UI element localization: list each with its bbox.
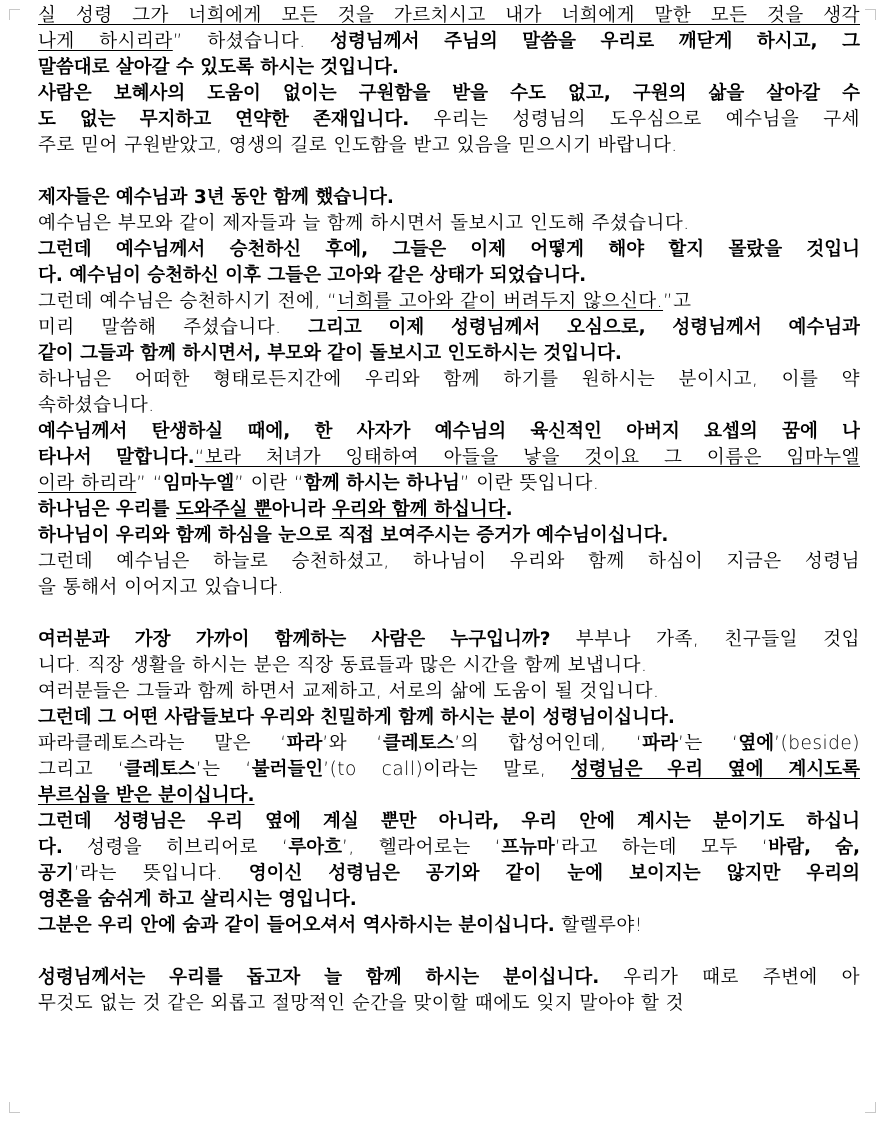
bold-text-run: 영혼을 숨쉬게 하고 살리시는 영입니다. <box>38 889 357 910</box>
text-run: ’, 헬라어로는 ‘ <box>342 837 502 858</box>
bold-text-run: 타나서 말합니다. <box>38 447 195 468</box>
text-run: 부부나 가족, 친구들일 것입 <box>575 629 860 650</box>
bold-text-run: 다. <box>38 837 87 858</box>
text-line <box>38 679 860 705</box>
page-corner-mark <box>865 1102 876 1113</box>
text-line <box>38 289 860 315</box>
text-line <box>38 419 860 445</box>
text-run: “보라 처녀가 잉태하여 아들을 낳을 것이요 그 이름은 임마누엘 <box>194 447 860 468</box>
page-corner-mark <box>9 9 20 20</box>
text-line <box>38 705 860 731</box>
text-run: ’(to call)이라는 말로, <box>323 759 571 780</box>
bold-text-run: 우리와 함께 하십니다 <box>331 499 506 520</box>
bold-text-run: 루아흐 <box>288 837 343 858</box>
text-line <box>38 133 860 159</box>
text-run: 성령을 히브리어로 ‘ <box>87 837 289 858</box>
bold-text-run: 성령님께서 주님의 말씀을 우리로 깨닫게 하시고, 그 <box>330 31 860 52</box>
text-run: 을 통해서 이어지고 있습니다. <box>38 577 284 598</box>
text-line <box>38 757 860 783</box>
text-line <box>38 315 860 341</box>
text-run: ’는 ‘ <box>195 759 252 780</box>
bold-text-run: 파라 <box>286 733 323 754</box>
text-run: ”고 <box>663 291 692 312</box>
text-line <box>38 341 860 367</box>
bold-text-run: 불러들인 <box>251 759 324 780</box>
text-line <box>38 29 860 55</box>
text-line <box>38 835 860 861</box>
text-run: ’라는 뜻입니다. <box>73 863 249 884</box>
text-line <box>38 393 860 419</box>
text-run: 우리는 성령님의 도우심으로 예수님을 구세 <box>433 109 860 130</box>
text-line <box>38 81 860 107</box>
text-run: 할렐루야! <box>561 915 643 936</box>
bold-text-run: 그리고 이제 성령님께서 오심으로, 성령님께서 예수님과 <box>308 317 860 338</box>
text-line <box>38 653 860 679</box>
text-run: 하나님은 어떠한 형태로든지간에 우리와 함께 하기를 원하시는 분이시고, 이를 약 <box>38 369 860 390</box>
blank-line <box>38 159 860 185</box>
text-line <box>38 55 860 81</box>
bold-text-run: 그런데 그 어떤 사람들보다 우리와 친밀하게 함께 하시는 분이 성령님이십니다. <box>38 707 675 728</box>
bold-text-run: 프뉴마 <box>501 837 555 858</box>
text-run: 나게 하시리라 <box>38 31 173 52</box>
page-corner-mark <box>865 9 876 20</box>
text-run: ’(beside) <box>774 733 860 754</box>
text-run: ” “ <box>136 473 163 494</box>
text-line <box>38 185 860 211</box>
bold-text-run: 옆에 <box>738 733 775 754</box>
text-line <box>38 783 860 809</box>
text-line <box>38 731 860 757</box>
text-run: ” 하셨습니다. <box>172 31 331 52</box>
bold-text-run: 제자들은 예수님과 3년 동안 함께 했습니다. <box>38 187 394 208</box>
bold-text-run: 여러분과 가장 가까이 함께하는 사람은 누구입니까? <box>38 629 576 650</box>
text-line <box>38 3 860 29</box>
text-run: 파라클레토스라는 말은 ‘ <box>38 733 287 754</box>
bold-text-run: 성령님께서는 우리를 돕고자 늘 함께 하시는 분이십니다. <box>38 967 624 988</box>
text-line <box>38 991 860 1017</box>
bold-text-run: 바람, 숨, <box>768 837 860 858</box>
text-run: 미리 말씀해 주셨습니다. <box>38 317 309 338</box>
bold-text-run: 도 없는 무지하고 연약한 존재입니다. <box>38 109 434 130</box>
text-run: ’와 ‘ <box>322 733 383 754</box>
bold-text-run: 함께 하시는 하나님 <box>303 473 460 494</box>
bold-text-run: 도와주실 뿐 <box>175 499 272 520</box>
text-run: 우리가 때로 주변에 아 <box>623 967 860 988</box>
text-line <box>38 887 860 913</box>
text-line <box>38 861 860 887</box>
text-run: ” 이란 “ <box>234 473 304 494</box>
bold-text-run: 아니라 <box>271 499 332 520</box>
blank-line <box>38 601 860 627</box>
bold-text-run: 부르심을 받은 분이십니다. <box>38 785 255 806</box>
text-run: 무것도 없는 것 같은 외롭고 절망적인 순간을 맞이할 때에도 잊지 말아야 할 것 <box>38 993 685 1014</box>
text-line <box>38 471 860 497</box>
text-run: 주로 믿어 구원받았고, 영생의 길로 인도함을 받고 있음을 믿으시기 바랍니다. <box>38 135 678 156</box>
text-line <box>38 627 860 653</box>
bold-text-run: 말씀대로 살아갈 수 있도록 하시는 것입니다. <box>38 57 399 78</box>
bold-text-run: 성령님은 우리 옆에 계시도록 <box>571 759 860 780</box>
text-line <box>38 549 860 575</box>
text-line <box>38 965 860 991</box>
bold-text-run: 그런데 성령님은 우리 옆에 계실 뿐만 아니라, 우리 안에 계시는 분이기도 하십니 <box>38 811 860 832</box>
text-line <box>38 497 860 523</box>
bold-text-run: 그런데 예수님께서 승천하신 후에, 그들은 이제 어떻게 해야 할지 몰랐을 것입니 <box>38 239 860 260</box>
bold-text-run: 공기 <box>38 863 74 884</box>
text-line <box>38 913 860 939</box>
bold-text-run: 임마누엘 <box>162 473 235 494</box>
bold-text-run: 예수님께서 탄생하실 때에, 한 사자가 예수님의 육신적인 아버지 요셉의 꿈에 나 <box>38 421 860 442</box>
bold-text-run: 클레토스 <box>124 759 196 780</box>
text-run: 니다. 직장 생활을 하시는 분은 직장 동료들과 많은 시간을 함께 보냅니다. <box>38 655 648 676</box>
text-run: ’라고 하는데 모두 ‘ <box>554 837 769 858</box>
blank-line <box>38 939 860 965</box>
text-run: 이라 하리라 <box>38 473 137 494</box>
text-line <box>38 263 860 289</box>
text-run: 너희를 고아와 같이 버려두지 않으신다. <box>337 291 664 312</box>
text-run: ’는 ‘ <box>677 733 739 754</box>
bold-text-run: 파라 <box>642 733 678 754</box>
text-line <box>38 575 860 601</box>
text-line <box>38 523 860 549</box>
text-run: 그런데 예수님은 승천하시기 전에, “ <box>38 291 338 312</box>
text-run: 여러분들은 그들과 함께 하면서 교제하고, 서로의 삶에 도움이 될 것입니다. <box>38 681 660 702</box>
text-line <box>38 445 860 471</box>
text-run: 그런데 예수님은 하늘로 승천하셨고, 하나님이 우리와 함께 하심이 지금은 성령님 <box>38 551 860 572</box>
bold-text-run: 다. 예수님이 승천하신 이후 그들은 고아와 같은 상태가 되었습니다. <box>38 265 587 286</box>
bold-text-run: 클레토스 <box>382 733 455 754</box>
text-line <box>38 367 860 393</box>
text-run: 그리고 ‘ <box>38 759 125 780</box>
text-run: ” 이란 뜻입니다. <box>459 473 600 494</box>
bold-text-run: 그분은 우리 안에 숨과 같이 들어오셔서 역사하시는 분이십니다. <box>38 915 562 936</box>
text-line <box>38 211 860 237</box>
text-run: ’의 합성어인데, ‘ <box>454 733 643 754</box>
bold-text-run: 같이 그들과 함께 하시면서, 부모와 같이 돌보시고 인도하시는 것입니다. <box>38 343 622 364</box>
bold-text-run: 하나님은 우리를 <box>38 499 176 520</box>
text-line <box>38 809 860 835</box>
text-run: 속하셨습니다. <box>38 395 155 416</box>
text-line <box>38 107 860 133</box>
bold-text-run: 영이신 성령님은 공기와 같이 눈에 보이지는 않지만 우리의 <box>248 863 860 884</box>
bold-text-run: 사람은 보혜사의 도움이 없이는 구원함을 받을 수도 없고, 구원의 삶을 살아갈 수 <box>38 83 860 104</box>
text-run: 실 성령 그가 너희에게 모든 것을 가르치시고 내가 너희에게 말한 모든 것을 생각 <box>38 5 860 26</box>
bold-text-run: 하나님이 우리와 함께 하심을 눈으로 직접 보여주시는 증거가 예수님이십니다. <box>38 525 669 546</box>
text-run: 예수님은 부모와 같이 제자들과 늘 함께 하시면서 돌보시고 인도해 주셨습니다. <box>38 213 690 234</box>
page-corner-mark <box>9 1102 20 1113</box>
text-line <box>38 237 860 263</box>
bold-text-run: . <box>505 499 513 520</box>
document-body <box>38 3 860 1017</box>
